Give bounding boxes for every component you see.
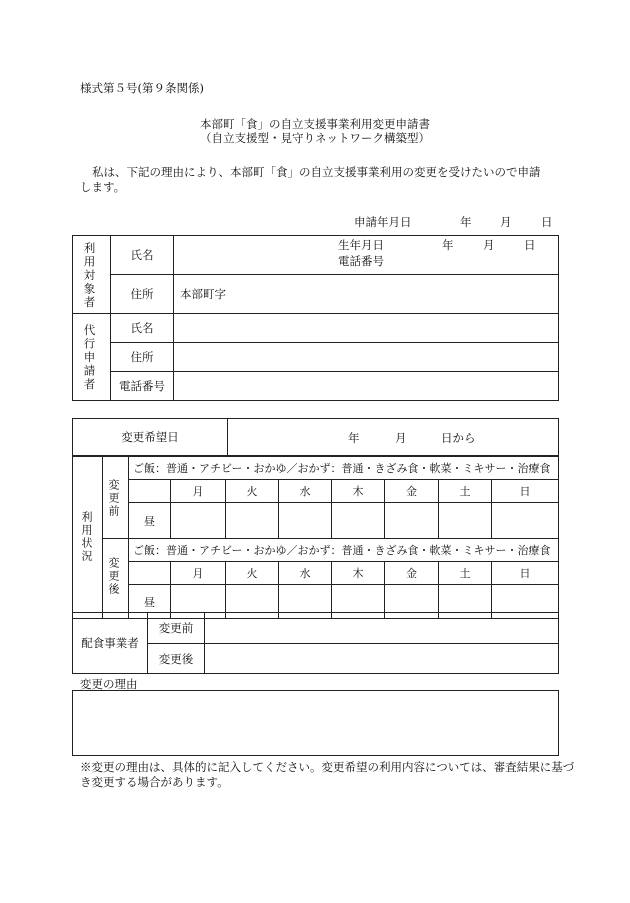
application-date-day: 日 xyxy=(541,215,553,229)
weekday-after-sun: 日 xyxy=(492,562,559,585)
provider-after-field[interactable] xyxy=(205,644,559,674)
usage-section-cell xyxy=(73,457,103,619)
weekday-after-tue: 火 xyxy=(226,562,279,585)
weekday-header-before-empty xyxy=(129,480,171,503)
proxy-name-label: 氏名 xyxy=(111,314,174,343)
proxy-name-field[interactable] xyxy=(174,314,559,343)
provider-before-field[interactable] xyxy=(205,613,559,644)
desired-date-day-from: 日から xyxy=(441,431,476,445)
lunch-before-sun[interactable] xyxy=(492,503,559,539)
applicant-address-field[interactable]: 本部町字 xyxy=(174,275,559,314)
reason-note-line2: き変更する場合があります。 xyxy=(80,775,229,789)
meal-options-before: ご飯：普通・アチビー・おかゆ／おかず：普通・きざみ食・軟菜・ミキサー・治療食 xyxy=(129,457,559,480)
lunch-before-fri[interactable] xyxy=(385,503,439,539)
desired-date-year: 年 xyxy=(348,431,360,445)
proxy-phone-label: 電話番号 xyxy=(111,372,174,401)
applicant-name-label: 氏名 xyxy=(111,236,174,275)
lunch-before-label: 昼 xyxy=(129,503,171,539)
applicant-table xyxy=(72,235,559,401)
weekday-after-thu: 木 xyxy=(332,562,385,585)
provider-label: 配食事業者 xyxy=(73,613,148,674)
desired-date-month: 月 xyxy=(395,431,407,445)
provider-before-label: 変更前 xyxy=(148,613,205,644)
lunch-before-mon[interactable] xyxy=(171,503,226,539)
proxy-address-label: 住所 xyxy=(111,343,174,372)
weekday-before-fri: 金 xyxy=(385,480,439,503)
usage-table xyxy=(72,456,559,619)
usage-section-label: 利用状況 xyxy=(80,511,93,563)
applicant-section-label: 利用対象者 xyxy=(82,242,97,310)
weekday-before-thu: 木 xyxy=(332,480,385,503)
birth-year: 年 xyxy=(442,238,454,252)
provider-after-label: 変更後 xyxy=(148,644,205,674)
usage-before-label: 変更前 xyxy=(107,479,120,518)
birth-month: 月 xyxy=(483,238,495,252)
applicant-phone-label: 電話番号 xyxy=(338,254,384,268)
weekday-after-mon: 月 xyxy=(171,562,226,585)
weekday-after-wed: 水 xyxy=(279,562,332,585)
application-date-month: 月 xyxy=(500,215,512,229)
applicant-address-label: 住所 xyxy=(111,275,174,314)
lunch-before-wed[interactable] xyxy=(279,503,332,539)
applicant-name-field[interactable] xyxy=(174,236,559,275)
desired-date-field[interactable] xyxy=(228,419,559,456)
provider-table xyxy=(72,612,559,674)
form-subtitle: （自立支援型・見守りネットワーク構築型） xyxy=(200,131,430,145)
reason-field[interactable] xyxy=(72,690,559,756)
usage-after-cell xyxy=(103,539,129,619)
weekday-header-after-empty xyxy=(129,562,171,585)
lunch-before-thu[interactable] xyxy=(332,503,385,539)
birth-date-label: 生年月日 xyxy=(338,238,384,252)
weekday-before-sun: 日 xyxy=(492,480,559,503)
weekday-before-mon: 月 xyxy=(171,480,226,503)
usage-before-cell xyxy=(103,457,129,539)
lunch-after-label: 昼 xyxy=(129,585,171,619)
meal-options-after: ご飯：普通・アチビー・おかゆ／おかず：普通・きざみ食・軟菜・ミキサー・治療食 xyxy=(129,539,559,562)
weekday-before-wed: 水 xyxy=(279,480,332,503)
application-date-year: 年 xyxy=(460,215,472,229)
application-date-label: 申請年月日 xyxy=(354,215,412,229)
form-number: 様式第５号(第９条関係) xyxy=(80,81,204,95)
usage-after-label: 変更後 xyxy=(107,557,120,596)
weekday-before-tue: 火 xyxy=(226,480,279,503)
lunch-before-sat[interactable] xyxy=(439,503,492,539)
reason-label: 変更の理由 xyxy=(80,677,138,691)
proxy-phone-field[interactable] xyxy=(174,372,559,401)
birth-day: 日 xyxy=(524,238,536,252)
applicant-section-cell xyxy=(73,236,111,314)
weekday-after-sat: 土 xyxy=(439,562,492,585)
reason-note-line1: ※変更の理由は、具体的に記入してください。変更希望の利用内容については、審査結果に基づ xyxy=(80,760,575,774)
weekday-after-fri: 金 xyxy=(385,562,439,585)
weekday-before-sat: 土 xyxy=(439,480,492,503)
proxy-section-cell xyxy=(73,314,111,401)
form-title: 本部町「食」の自立支援事業利用変更申請書 xyxy=(200,117,430,131)
intro-text-line2: します。 xyxy=(80,180,126,194)
lunch-before-tue[interactable] xyxy=(226,503,279,539)
proxy-section-label: 代行申請者 xyxy=(82,324,97,392)
proxy-address-field[interactable] xyxy=(174,343,559,372)
desired-date-table xyxy=(72,418,559,456)
intro-text-line1: 私は、下記の理由により、本部町「食」の自立支援事業利用の変更を受けたいので申請 xyxy=(92,165,541,179)
desired-date-label: 変更希望日 xyxy=(73,419,228,456)
